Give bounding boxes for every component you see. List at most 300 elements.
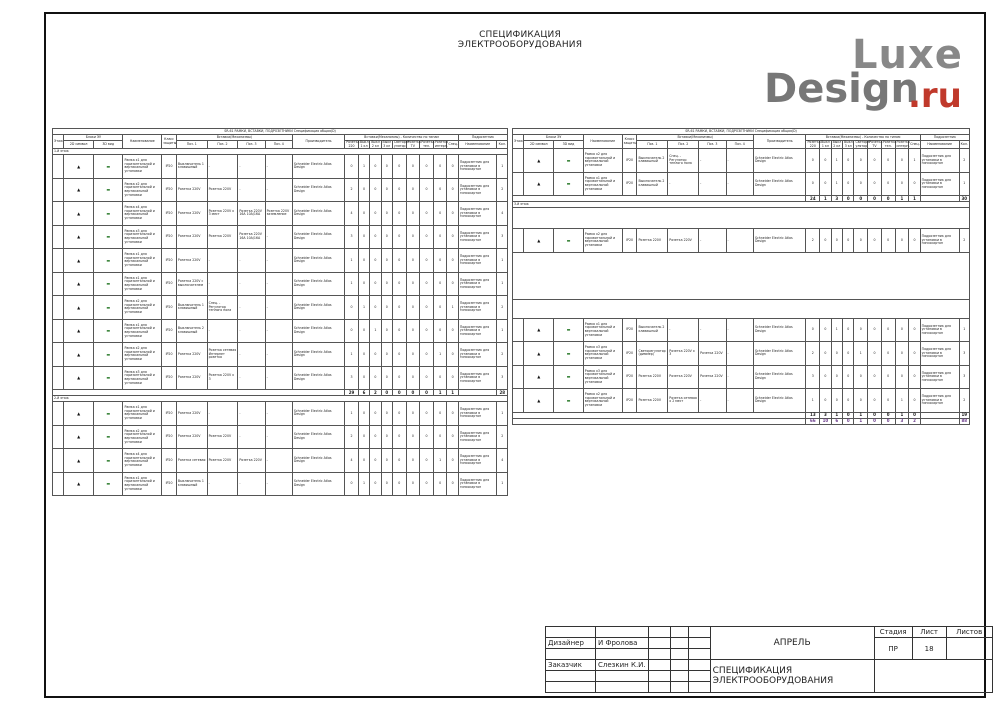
total-count: 0 [881,412,895,418]
row-name: Рамка х1 для горизонтальной и вертикальной установки [123,319,162,343]
total-count: 0 [420,390,434,396]
row-count: 0 [895,342,909,366]
total-count: 66 [806,418,820,424]
row-box: Подрозетник для установки в гипсокартон [458,225,497,249]
row-count: 0 [447,366,458,390]
row-position: Выключатель 1 клавишный [176,472,207,496]
row-position: Розетка 220V [668,365,699,389]
row-count: 0 [345,155,359,179]
row-position: - [699,172,726,196]
total-count: 29 [345,390,359,396]
table-subheader-row [513,141,970,149]
row-box: Подрозетник для установки в гипсокартон [458,472,497,496]
total-count: 6 [831,418,842,424]
row-position: - [207,472,238,496]
row-position: - [726,342,753,366]
row-ip: IP20 [622,365,637,389]
total-qty: 88 [959,418,970,424]
row-count: 0 [820,365,831,389]
total-count: 1 [895,412,909,418]
total-count: 0 [881,418,895,424]
socket-3d-icon: ▬ [93,272,123,296]
row-position: Розетка 220V [176,343,207,367]
row-count: 1 [345,402,359,426]
col-header: Розетка тел. [882,140,897,148]
row-count: 0 [392,296,406,320]
socket-symbol-icon: ▲ [64,249,94,273]
row-position: Розетка 220V [176,425,207,449]
floor-cell [53,319,64,343]
row-qty: 1 [497,155,508,179]
row-name: Рамка х3 для горизонтальной и вертикальной установки [583,342,622,366]
col-header: Выкл 2 кл [832,140,842,148]
row-count: 0 [420,449,434,473]
row-position: - [699,318,726,342]
row-manufacturer: Schneider Electric Atlas Design [292,225,344,249]
row-position: Выключатель 2 клавишный [637,318,668,342]
sheets-label: Листов [946,627,992,638]
empty-row [513,252,970,299]
row-count: 0 [392,202,406,226]
table-row [53,249,508,273]
row-count: 0 [392,449,406,473]
row-position: Розетка 220V [176,249,207,273]
row-count: 1 [433,343,447,367]
col-header: Розетка TV [407,140,421,148]
floor-cell [513,229,524,253]
row-name: Рамка х2 для горизонтальной и вертикальной установки [123,343,162,367]
row-count: 0 [820,229,831,253]
row-count: 0 [406,249,420,273]
row-count: 0 [370,343,381,367]
row-count: 0 [881,342,895,366]
right-spec-table [512,128,970,425]
row-position: Выключатель 1 клавишный [176,155,207,179]
row-count: 0 [392,425,406,449]
col-header: Выкл 3 кл [844,140,853,148]
row-manufacturer: Schneider Electric Atlas Design [753,342,806,366]
row-count: 0 [820,318,831,342]
total-qty: 30 [959,196,970,202]
floor-cell [53,366,64,390]
floor-label: 2-й этаж [53,396,508,402]
row-count: 0 [909,342,920,366]
row-count: 0 [881,365,895,389]
col-header: 3D вид [554,141,584,149]
row-box: Подрозетник для установки в гипсокартон [458,402,497,426]
floor-cell [53,449,64,473]
row-count: 0 [345,296,359,320]
row-ip: IP20 [622,318,637,342]
row-ip: IP20 [162,319,177,343]
socket-3d-icon: ▬ [93,472,123,496]
row-count: 0 [433,366,447,390]
row-position: Розетка 220V [238,449,265,473]
row-name: Рамка х2 для горизонтальной и вертикальной установки [583,389,622,413]
row-qty: 4 [497,202,508,226]
total-count: 0 [843,412,854,418]
title-block [545,626,993,693]
row-position: Выключатель 2 клавишный [637,149,668,173]
row-position: Розетка 220V [668,229,699,253]
row-name: Рамка х2 для горизонтальной и вертикальной установки [583,149,622,173]
col-header: Розетка 220 [346,140,360,148]
total-count: 0 [854,196,868,202]
socket-3d-icon: ▬ [93,402,123,426]
table-row [513,389,970,413]
table-row [53,425,508,449]
stage-label: Стадия [874,627,912,638]
total-count: 2 [909,418,920,424]
row-name: Рамка х2 для горизонтальной и вертикальной установки [123,178,162,202]
col-header: Выкл 3 кл [382,140,392,148]
row-box: Подрозетник для установки в гипсокартон [920,389,959,413]
row-position: Розетка 220V [699,342,726,366]
row-count: 0 [854,149,868,173]
row-position: Спец. - Регулятор теплого пола [207,296,238,320]
total-count: 0 [392,390,406,396]
row-count: 0 [868,342,882,366]
row-count: 0 [868,318,882,342]
total-count: 1 [895,196,909,202]
row-count: 0 [433,402,447,426]
col-header: Спец. [447,141,458,149]
floor-cell [53,202,64,226]
row-ip: IP20 [162,425,177,449]
row-position: Светорегулятор (диммер) [637,342,668,366]
row-count: 0 [345,319,359,343]
row-qty: 2 [959,149,970,173]
row-count: 0 [433,225,447,249]
row-qty: 2 [959,389,970,413]
row-name: Рамка х2 для горизонтальной и вертикальной установки [123,296,162,320]
socket-3d-icon: ▬ [93,296,123,320]
row-count: 0 [881,389,895,413]
total-count: 0 [868,412,882,418]
total-count: 3 [820,412,831,418]
row-position: - [265,366,292,390]
row-count: 0 [843,229,854,253]
row-count: 0 [358,343,369,367]
socket-3d-icon: ▬ [93,343,123,367]
floor-cell [513,342,524,366]
logo-text-luxe: Luxe [852,32,963,78]
total-count: 1 [854,418,868,424]
socket-3d-icon: ▬ [93,366,123,390]
row-count: 0 [895,149,909,173]
row-box: Подрозетник для установки в гипсокартон [920,365,959,389]
row-count: 0 [433,202,447,226]
total-count: 0 [868,418,882,424]
col-header: Поз. 3 [238,141,265,149]
col-manufacturer: Производитель [753,135,806,149]
row-ip: IP20 [162,272,177,296]
row-count: 0 [433,319,447,343]
total-count: 1 [909,196,920,202]
col-header: Поз. 1 [637,141,668,149]
customer-name: Слезкин К.И. [596,660,649,671]
row-count: 0 [909,365,920,389]
row-position: - [265,178,292,202]
left-spec-table [52,128,508,496]
row-count: 0 [392,225,406,249]
stage-value: ПР [874,638,912,660]
col-header: Поз. 2 [207,141,238,149]
row-position: Розетка сетевая Интернет розетка [207,343,238,367]
row-box: Подрозетник для установки в гипсокартон [458,425,497,449]
row-count: 0 [447,225,458,249]
row-count: 0 [420,366,434,390]
total-count: 3 [831,196,842,202]
customer-label: Заказчик [546,660,596,671]
row-name: Рамка х1 для горизонтальной и вертикальной установки [123,402,162,426]
row-position: - [207,402,238,426]
table-group-header: SR-61 РАМКИ, ВСТАВКИ, ПОДРОЗЕТНИКИ Спецификация общая(D) [513,129,970,135]
row-position: Розетка 220V [176,202,207,226]
row-count: 0 [909,318,920,342]
row-count: 0 [806,149,820,173]
col-ip: Класс защиты [162,135,177,149]
row-position: - [207,249,238,273]
col-inserts: Вставки(Механизмы) [176,135,292,141]
row-count: 0 [854,389,868,413]
row-qty: 2 [497,425,508,449]
total-count: 0 [381,390,392,396]
socket-symbol-icon: ▲ [64,425,94,449]
row-box: Подрозетник для установки в гипсокартон [458,249,497,273]
col-header: Поз. 1 [176,141,207,149]
row-count: 0 [447,449,458,473]
sheet-label: Лист [912,627,946,638]
row-box: Подрозетник для установки в гипсокартон [458,202,497,226]
row-qty: 3 [959,365,970,389]
row-count: 0 [895,365,909,389]
row-count: 0 [447,249,458,273]
table-row [53,155,508,179]
row-position: - [699,389,726,413]
row-count: 0 [895,318,909,342]
row-manufacturer: Schneider Electric Atlas Design [292,472,344,496]
socket-3d-icon: ▬ [554,172,584,196]
table-row [53,402,508,426]
col-name: Наименование [583,135,622,149]
row-name: Рамка х4 для горизонтальной и вертикальной установки [123,202,162,226]
row-count: 0 [854,229,868,253]
row-qty: 3 [959,342,970,366]
row-count: 1 [806,389,820,413]
row-count: 0 [370,225,381,249]
col-header: Выкл 1 кл [359,140,369,148]
sheet-value: 18 [912,638,946,660]
row-position: - [265,449,292,473]
row-position: - [726,229,753,253]
floor-cell [53,178,64,202]
row-qty: 1 [959,318,970,342]
row-count: 0 [895,229,909,253]
row-position: - [699,229,726,253]
row-count: 0 [433,296,447,320]
title-line-1: СПЕЦИФИКАЦИЯ [479,30,561,40]
row-count: 0 [406,202,420,226]
row-manufacturer: Schneider Electric Atlas Design [753,149,806,173]
row-count: 0 [447,425,458,449]
socket-3d-icon: ▬ [554,342,584,366]
row-name: Рамка х2 для горизонтальной и вертикальной установки [583,229,622,253]
row-position: - [726,149,753,173]
socket-symbol-icon: ▲ [64,449,94,473]
empty-cell [513,208,970,229]
row-count: 0 [345,472,359,496]
row-box: Подрозетник для установки в гипсокартон [458,272,497,296]
row-box: Подрозетник для установки в гипсокартон [920,149,959,173]
socket-symbol-icon: ▲ [64,178,94,202]
row-count: 0 [406,449,420,473]
row-count: 0 [406,366,420,390]
sheet-title-line-1: СПЕЦИФИКАЦИЯ [712,666,793,676]
row-count: 4 [345,449,359,473]
row-count: 0 [420,155,434,179]
floor-cell [513,389,524,413]
col-header: Выкл 1 кл [821,140,830,148]
row-position: Розетка 220V [699,365,726,389]
table-row [53,449,508,473]
row-qty: 1 [497,402,508,426]
col-ip: Класс защиты [622,135,637,149]
col-blocks: Блоки ЭУ [64,135,123,141]
row-count: 0 [358,319,369,343]
row-manufacturer: Schneider Electric Atlas Design [292,449,344,473]
row-count: 0 [392,366,406,390]
row-ip: IP20 [622,342,637,366]
socket-3d-icon: ▬ [93,155,123,179]
col-header: Светорег улятор [855,140,871,148]
row-count: 1 [895,389,909,413]
floor-cell [513,172,524,196]
row-position: - [265,225,292,249]
row-ip: IP20 [622,172,637,196]
row-position: - [726,318,753,342]
row-count: 0 [843,389,854,413]
row-count: 0 [420,249,434,273]
row-ip: IP20 [162,155,177,179]
row-count: 0 [831,229,842,253]
row-qty: 1 [959,172,970,196]
row-count: 0 [854,365,868,389]
row-count: 1 [909,149,920,173]
table-row [53,225,508,249]
row-count: 0 [433,155,447,179]
row-manufacturer: Schneider Electric Atlas Design [753,172,806,196]
row-count: 0 [843,149,854,173]
row-count: 0 [406,272,420,296]
socket-symbol-icon: ▲ [64,272,94,296]
row-position: - [238,472,265,496]
total-count: 0 [868,196,882,202]
table-row [53,366,508,390]
socket-3d-icon: ▬ [93,225,123,249]
row-count: 0 [881,318,895,342]
row-position: - [726,389,753,413]
row-box: Подрозетник для установки в гипсокартон [458,366,497,390]
row-count: 0 [358,202,369,226]
row-manufacturer: Schneider Electric Atlas Design [292,272,344,296]
row-count: 0 [370,272,381,296]
total-count: 0 [843,418,854,424]
table-group-header: SR-61 РАМКИ, ВСТАВКИ, ПОДРОЗЕТНИКИ Спецификация общая(D) [53,129,508,135]
socket-symbol-icon: ▲ [524,149,554,173]
row-box: Подрозетник для установки в гипсокартон [920,229,959,253]
row-position: Выключатель 2 клавишный [176,319,207,343]
row-position: - [238,366,265,390]
row-count: 0 [420,225,434,249]
row-manufacturer: Schneider Electric Atlas Design [292,249,344,273]
empty-row [513,299,970,318]
luxe-design-logo [760,32,970,117]
col-header: Спец. [909,141,920,149]
row-manufacturer: Schneider Electric Atlas Design [292,155,344,179]
total-count: 0 [843,196,854,202]
col-header: Поз. 4 [265,141,292,149]
row-qty: 1 [497,272,508,296]
row-count: 0 [358,249,369,273]
row-manufacturer: Schneider Electric Atlas Design [292,319,344,343]
row-ip: IP20 [162,343,177,367]
row-count: 0 [831,365,842,389]
row-count: 0 [406,472,420,496]
col-floor: Этаж [513,135,524,149]
col-header: Розетка 220 [807,140,821,148]
row-count: 0 [843,342,854,366]
socket-symbol-icon: ▲ [524,342,554,366]
row-position: - [699,149,726,173]
empty-row [513,208,970,229]
row-count: 0 [370,155,381,179]
row-position: - [238,272,265,296]
row-count: 0 [909,229,920,253]
row-position: - [265,425,292,449]
row-count: 0 [358,178,369,202]
row-count: 0 [370,449,381,473]
row-count: 0 [447,202,458,226]
row-count: 1 [345,249,359,273]
total-count: 1 [447,390,458,396]
row-count: 0 [392,343,406,367]
row-count: 0 [358,272,369,296]
total-row [513,418,970,424]
table-row [513,229,970,253]
row-position: Розетка 220V х 3 [207,366,238,390]
row-box: Подрозетник для установки в гипсокартон [458,319,497,343]
total-count: 1 [820,196,831,202]
row-position: - [265,343,292,367]
row-count: 0 [831,389,842,413]
row-qty: 2 [497,178,508,202]
row-count: 0 [806,172,820,196]
col-inserts: Вставки(Механизмы) [637,135,753,141]
row-position: Розетка 220V [176,402,207,426]
socket-symbol-icon: ▲ [524,318,554,342]
row-count: 0 [843,365,854,389]
row-count: 1 [358,155,369,179]
row-count: 0 [370,178,381,202]
row-count: 0 [370,425,381,449]
row-name: Рамка х4 для горизонтальной и вертикальной установки [123,449,162,473]
row-count: 0 [433,425,447,449]
total-count: 13 [806,412,820,418]
row-position: - [265,272,292,296]
sheets-value [946,638,992,660]
row-count: 0 [881,229,895,253]
